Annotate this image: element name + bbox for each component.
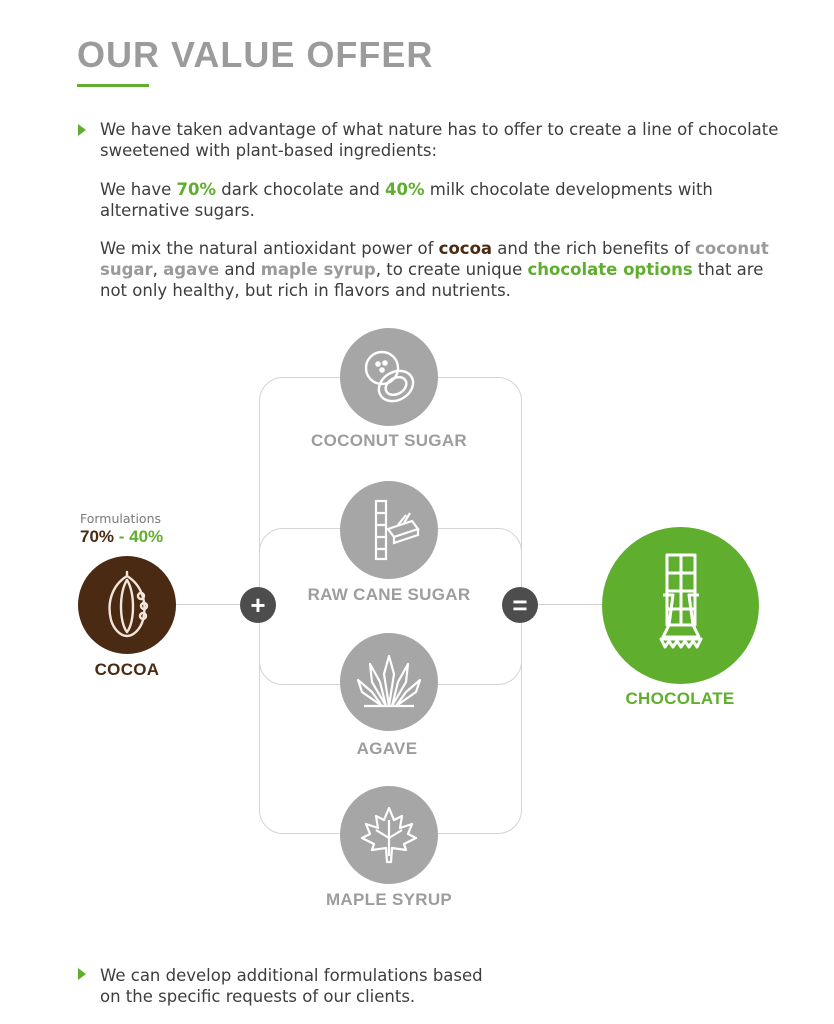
intro-paragraph-3	[100, 238, 780, 301]
p3-text-5: , to create unique	[375, 260, 528, 279]
p2-text-2: dark chocolate and	[215, 180, 386, 199]
result-label-chocolate: CHOCOLATE	[625, 689, 735, 708]
intro-paragraph-1: We have taken advantage of what nature has to offer to create a line of chocolate sweetened with plant-based ingredients:	[100, 120, 779, 160]
cane-circle	[340, 481, 438, 579]
cocoa-circle	[78, 556, 176, 654]
coconut-circle	[340, 328, 438, 426]
sugar-label-agave: AGAVE	[356, 739, 418, 758]
p3-text-1: We mix the natural antioxidant power of	[100, 239, 439, 258]
chocolate-bar-icon	[651, 551, 711, 661]
p2-pct-dark: 70%	[176, 180, 216, 199]
p3-cocoa: cocoa	[438, 239, 493, 258]
formulations-percentages	[80, 527, 163, 547]
p2-text-3: milk chocolate developments with alternative sugars.	[100, 180, 713, 220]
formulation-separator: -	[114, 527, 130, 546]
formulation-milk-pct: 40%	[129, 527, 164, 546]
intro-paragraph-2	[100, 179, 780, 221]
p3-text-3: ,	[152, 260, 164, 279]
p3-text-4: and	[219, 260, 261, 279]
bullet-arrow-icon	[78, 124, 86, 136]
p3-text-6: that are not only healthy, but rich in flavors and nutrients.	[100, 260, 764, 300]
equals-operator: =	[502, 587, 538, 623]
plus-operator: +	[240, 587, 276, 623]
p2-pct-milk: 40%	[385, 180, 425, 199]
sugar-cane-icon	[354, 495, 424, 565]
p3-maple: maple syrup	[260, 260, 376, 279]
cocoa-label: COCOA	[94, 660, 160, 679]
footer-note: We can develop additional formulations based on the specific requests of our clients.	[100, 966, 483, 1006]
sugar-label-raw-cane: RAW CANE SUGAR	[307, 585, 471, 604]
title-underline	[77, 84, 149, 87]
p3-text-2: and the rich benefits of	[492, 239, 696, 258]
p3-coconut: coconut sugar	[100, 239, 769, 279]
p3-chocolate-options: chocolate options	[527, 260, 693, 279]
agave-plant-icon	[356, 652, 422, 712]
formulations-label: Formulations	[80, 511, 161, 526]
cocoa-pod-icon	[97, 570, 157, 640]
bullet-arrow-icon	[78, 968, 86, 980]
maple-circle	[340, 786, 438, 884]
maple-leaf-icon	[358, 804, 420, 866]
page-title: OUR VALUE OFFER	[77, 34, 434, 75]
sugar-label-maple: MAPLE SYRUP	[325, 890, 453, 909]
chocolate-circle	[602, 527, 759, 684]
sugar-label-coconut: COCONUT SUGAR	[311, 431, 467, 450]
p2-text-1: We have	[100, 180, 177, 199]
p3-agave: agave	[163, 260, 220, 279]
formulation-dark-pct: 70%	[80, 527, 115, 546]
coconut-icon	[358, 346, 420, 408]
agave-circle	[340, 633, 438, 731]
